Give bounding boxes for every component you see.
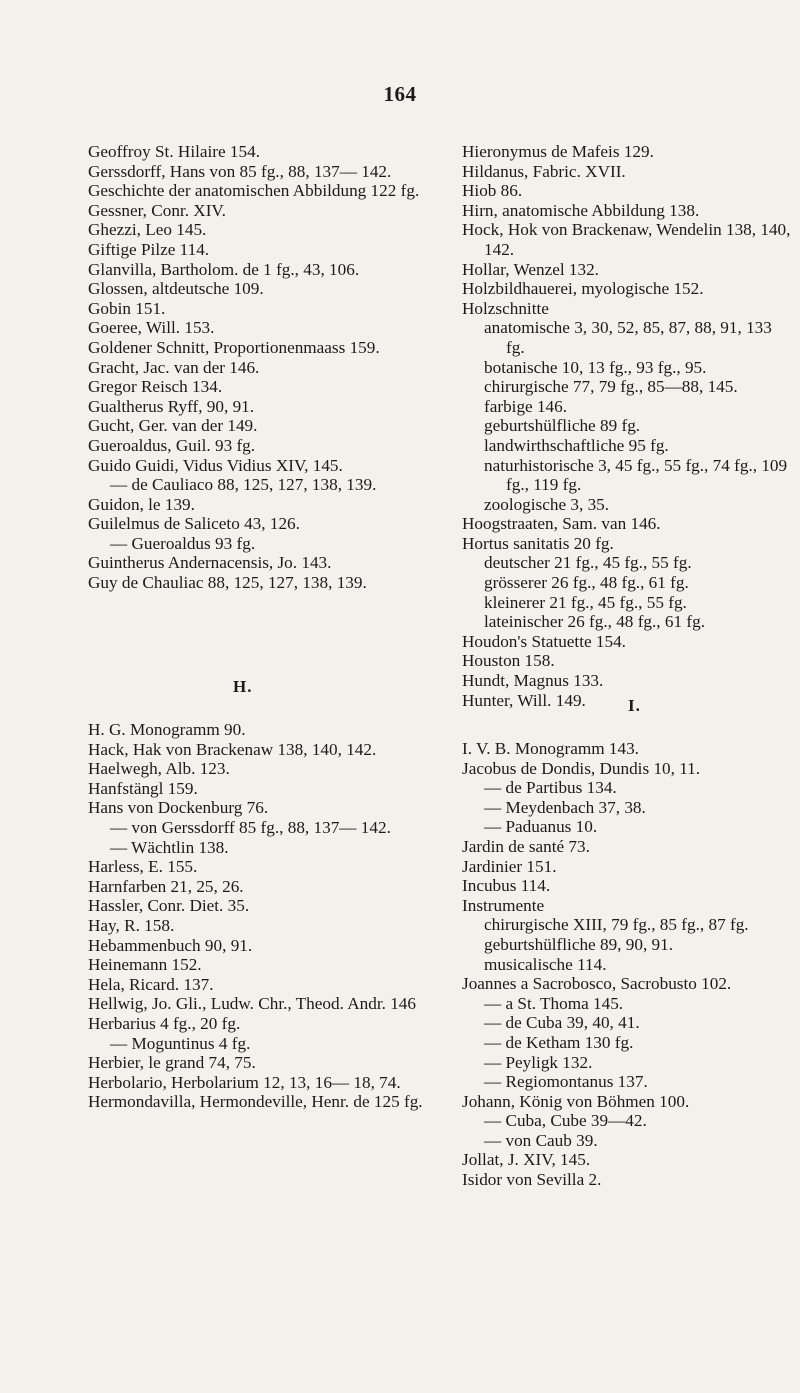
index-entry: Gessner, Conr. XIV. xyxy=(88,200,226,220)
index-entry: Herbier, le grand 74, 75. xyxy=(88,1053,256,1073)
index-entry: Geoffroy St. Hilaire 154. xyxy=(88,142,261,161)
index-entry: Haelwegh, Alb. 123. xyxy=(88,759,230,779)
index-entry: Isidor von Sevilla 2. xyxy=(462,1170,602,1190)
index-subentry: — de Cauliaco 88, 125, 127, 138, 139. xyxy=(110,475,377,495)
index-subentry: lateinischer 26 fg., 48 fg., 61 fg. xyxy=(484,612,705,632)
index-entry: Holzschnitte xyxy=(462,298,549,318)
index-subentry: farbige 146. xyxy=(484,396,568,416)
index-entry: Hieronymus de Mafeis 129. xyxy=(462,142,654,161)
index-entry: Hildanus, Fabric. XVII. xyxy=(462,161,626,181)
index-subentry: — von Gerssdorff 85 fg., 88, 137— 142. xyxy=(110,817,391,837)
index-subentry: botanische 10, 13 fg., 93 fg., 95. xyxy=(484,357,707,377)
index-entry: Harless, E. 155. xyxy=(88,857,198,877)
index-subentry: landwirthschaftliche 95 fg. xyxy=(484,435,669,455)
index-subentry: zoologische 3, 35. xyxy=(484,494,610,514)
index-entry: Hassler, Conr. Diet. 35. xyxy=(88,896,250,916)
page-number: 164 xyxy=(383,82,417,106)
index-subentry: — de Cuba 39, 40, 41. xyxy=(484,1013,640,1033)
index-subentry: — Moguntinus 4 fg. xyxy=(110,1033,251,1053)
index-entry: Hans von Dockenburg 76. xyxy=(88,798,269,818)
index-entry: Heinemann 152. xyxy=(88,955,202,975)
index-entry: I. V. B. Monogramm 143. xyxy=(462,739,639,758)
index-subentry: chirurgische 77, 79 fg., 85—88, 145. xyxy=(484,377,738,397)
h-entries xyxy=(88,720,446,1112)
h-entries-continued xyxy=(462,142,792,710)
index-entry: Joannes a Sacrobosco, Sacrobusto 102. xyxy=(462,974,732,994)
section-heading-i: I. xyxy=(628,696,641,715)
index-entry: Hellwig, Jo. Gli., Ludw. Chr., Theod. Andr. 146 xyxy=(88,994,416,1014)
index-entry: Giftige Pilze 114. xyxy=(88,239,210,259)
index-subentry: — Peyligk 132. xyxy=(484,1052,593,1072)
section-heading-h: H. xyxy=(233,677,253,696)
index-entry: Hela, Ricard. 137. xyxy=(88,974,214,994)
index-subentry: chirurgische XIII, 79 fg., 85 fg., 87 fg. xyxy=(484,915,749,935)
index-entry: Hoogstraaten, Sam. van 146. xyxy=(462,514,661,534)
index-entry: Jollat, J. XIV, 145. xyxy=(462,1150,591,1170)
index-entry: Instrumente xyxy=(462,895,545,915)
index-entry: H. G. Monogramm 90. xyxy=(88,720,246,739)
index-entry: Incubus 114. xyxy=(462,876,551,896)
index-subentry: — Meydenbach 37, 38. xyxy=(484,797,646,817)
index-entry: Goeree, Will. 153. xyxy=(88,318,215,338)
index-entry: Guy de Chauliac 88, 125, 127, 138, 139. xyxy=(88,573,367,593)
index-entry: Harnfarben 21, 25, 26. xyxy=(88,876,244,896)
index-subentry: — Wächtlin 138. xyxy=(110,837,229,857)
index-entry: Hanfstängl 159. xyxy=(88,778,198,798)
index-entry: Glanvilla, Bartholom. de 1 fg., 43, 106. xyxy=(88,259,360,279)
index-entry: Houston 158. xyxy=(462,651,555,671)
index-entry: Jardin de santé 73. xyxy=(462,836,590,856)
index-subentry: — Paduanus 10. xyxy=(484,817,598,837)
index-entry: Guido Guidi, Vidus Vidius XIV, 145. xyxy=(88,455,343,475)
index-entry: Herbolario, Herbolarium 12, 13, 16— 18, 74. xyxy=(88,1072,401,1092)
index-entry: Holzbildhauerei, myologische 152. xyxy=(462,279,704,299)
index-entry: Hortus sanitatis 20 fg. xyxy=(462,533,614,553)
index-entry: Guintherus Andernacensis, Jo. 143. xyxy=(88,553,332,573)
index-subentry: musicalische 114. xyxy=(484,954,607,974)
index-entry: Houdon's Statuette 154. xyxy=(462,631,626,651)
index-entry: Herbarius 4 fg., 20 fg. xyxy=(88,1013,241,1033)
index-entry: Ghezzi, Leo 145. xyxy=(88,220,207,240)
index-subentry: — de Partibus 134. xyxy=(484,778,617,798)
index-subentry: — Gueroaldus 93 fg. xyxy=(110,533,256,553)
index-entry: Glossen, altdeutsche 109. xyxy=(88,279,264,299)
index-entry: Goldener Schnitt, Proportionenmaass 159. xyxy=(88,337,380,357)
index-subentry: — Regiomontanus 137. xyxy=(484,1072,648,1092)
index-entry: Gucht, Ger. van der 149. xyxy=(88,416,258,436)
index-entry: Gualtherus Ryff, 90, 91. xyxy=(88,396,255,416)
index-subentry: deutscher 21 fg., 45 fg., 55 fg. xyxy=(484,553,692,573)
index-entry: Gregor Reisch 134. xyxy=(88,377,223,397)
index-entry: Gueroaldus, Guil. 93 fg. xyxy=(88,435,256,455)
index-entry: Gobin 151. xyxy=(88,298,166,318)
index-subentry: geburtshülfliche 89 fg. xyxy=(484,416,641,436)
index-subentry: kleinerer 21 fg., 45 fg., 55 fg. xyxy=(484,592,687,612)
g-entries xyxy=(88,142,446,593)
index-entry: Geschichte der anatomischen Abbildung 122 fg. xyxy=(88,181,420,201)
index-entry: Hirn, anatomische Abbildung 138. xyxy=(462,200,700,220)
index-entry: Hermondavilla, Hermondeville, Henr. de 125 fg. xyxy=(88,1092,423,1112)
index-subentry: — von Caub 39. xyxy=(484,1130,598,1150)
index-entry: Jardinier 151. xyxy=(462,856,557,876)
index-subentry: — Cuba, Cube 39—42. xyxy=(484,1111,647,1131)
index-entry: Gracht, Jac. van der 146. xyxy=(88,357,260,377)
index-entry: Jacobus de Dondis, Dundis 10, 11. xyxy=(462,758,701,778)
index-entry: Gerssdorff, Hans von 85 fg., 88, 137— 142. xyxy=(88,161,392,181)
index-entry: Guilelmus de Saliceto 43, 126. xyxy=(88,514,300,534)
index-entry: Johann, König von Böhmen 100. xyxy=(462,1091,690,1111)
index-entry: Hunter, Will. 149. xyxy=(462,690,586,710)
index-entry: Hock, Hok von Brackenaw, Wendelin 138, 140, 142. xyxy=(462,220,791,259)
index-subentry: naturhistorische 3, 45 fg., 55 fg., 74 fg., 109 fg., 119 fg. xyxy=(484,455,788,495)
i-entries xyxy=(462,739,792,1190)
index-subentry: geburtshülfliche 89, 90, 91. xyxy=(484,934,674,954)
index-entry: Hebammenbuch 90, 91. xyxy=(88,935,253,955)
index-entry: Hundt, Magnus 133. xyxy=(462,671,604,691)
index-entry: Hay, R. 158. xyxy=(88,915,175,935)
index-entry: Hollar, Wenzel 132. xyxy=(462,259,599,279)
index-entry: Hack, Hak von Brackenaw 138, 140, 142. xyxy=(88,739,377,759)
index-subentry: anatomische 3, 30, 52, 85, 87, 88, 91, 133 fg. xyxy=(484,318,772,357)
index-subentry: grösserer 26 fg., 48 fg., 61 fg. xyxy=(484,573,689,593)
index-subentry: — a St. Thoma 145. xyxy=(484,993,624,1013)
index-subentry: — de Ketham 130 fg. xyxy=(484,1032,634,1052)
index-entry: Hiob 86. xyxy=(462,181,523,201)
index-entry: Guidon, le 139. xyxy=(88,494,195,514)
